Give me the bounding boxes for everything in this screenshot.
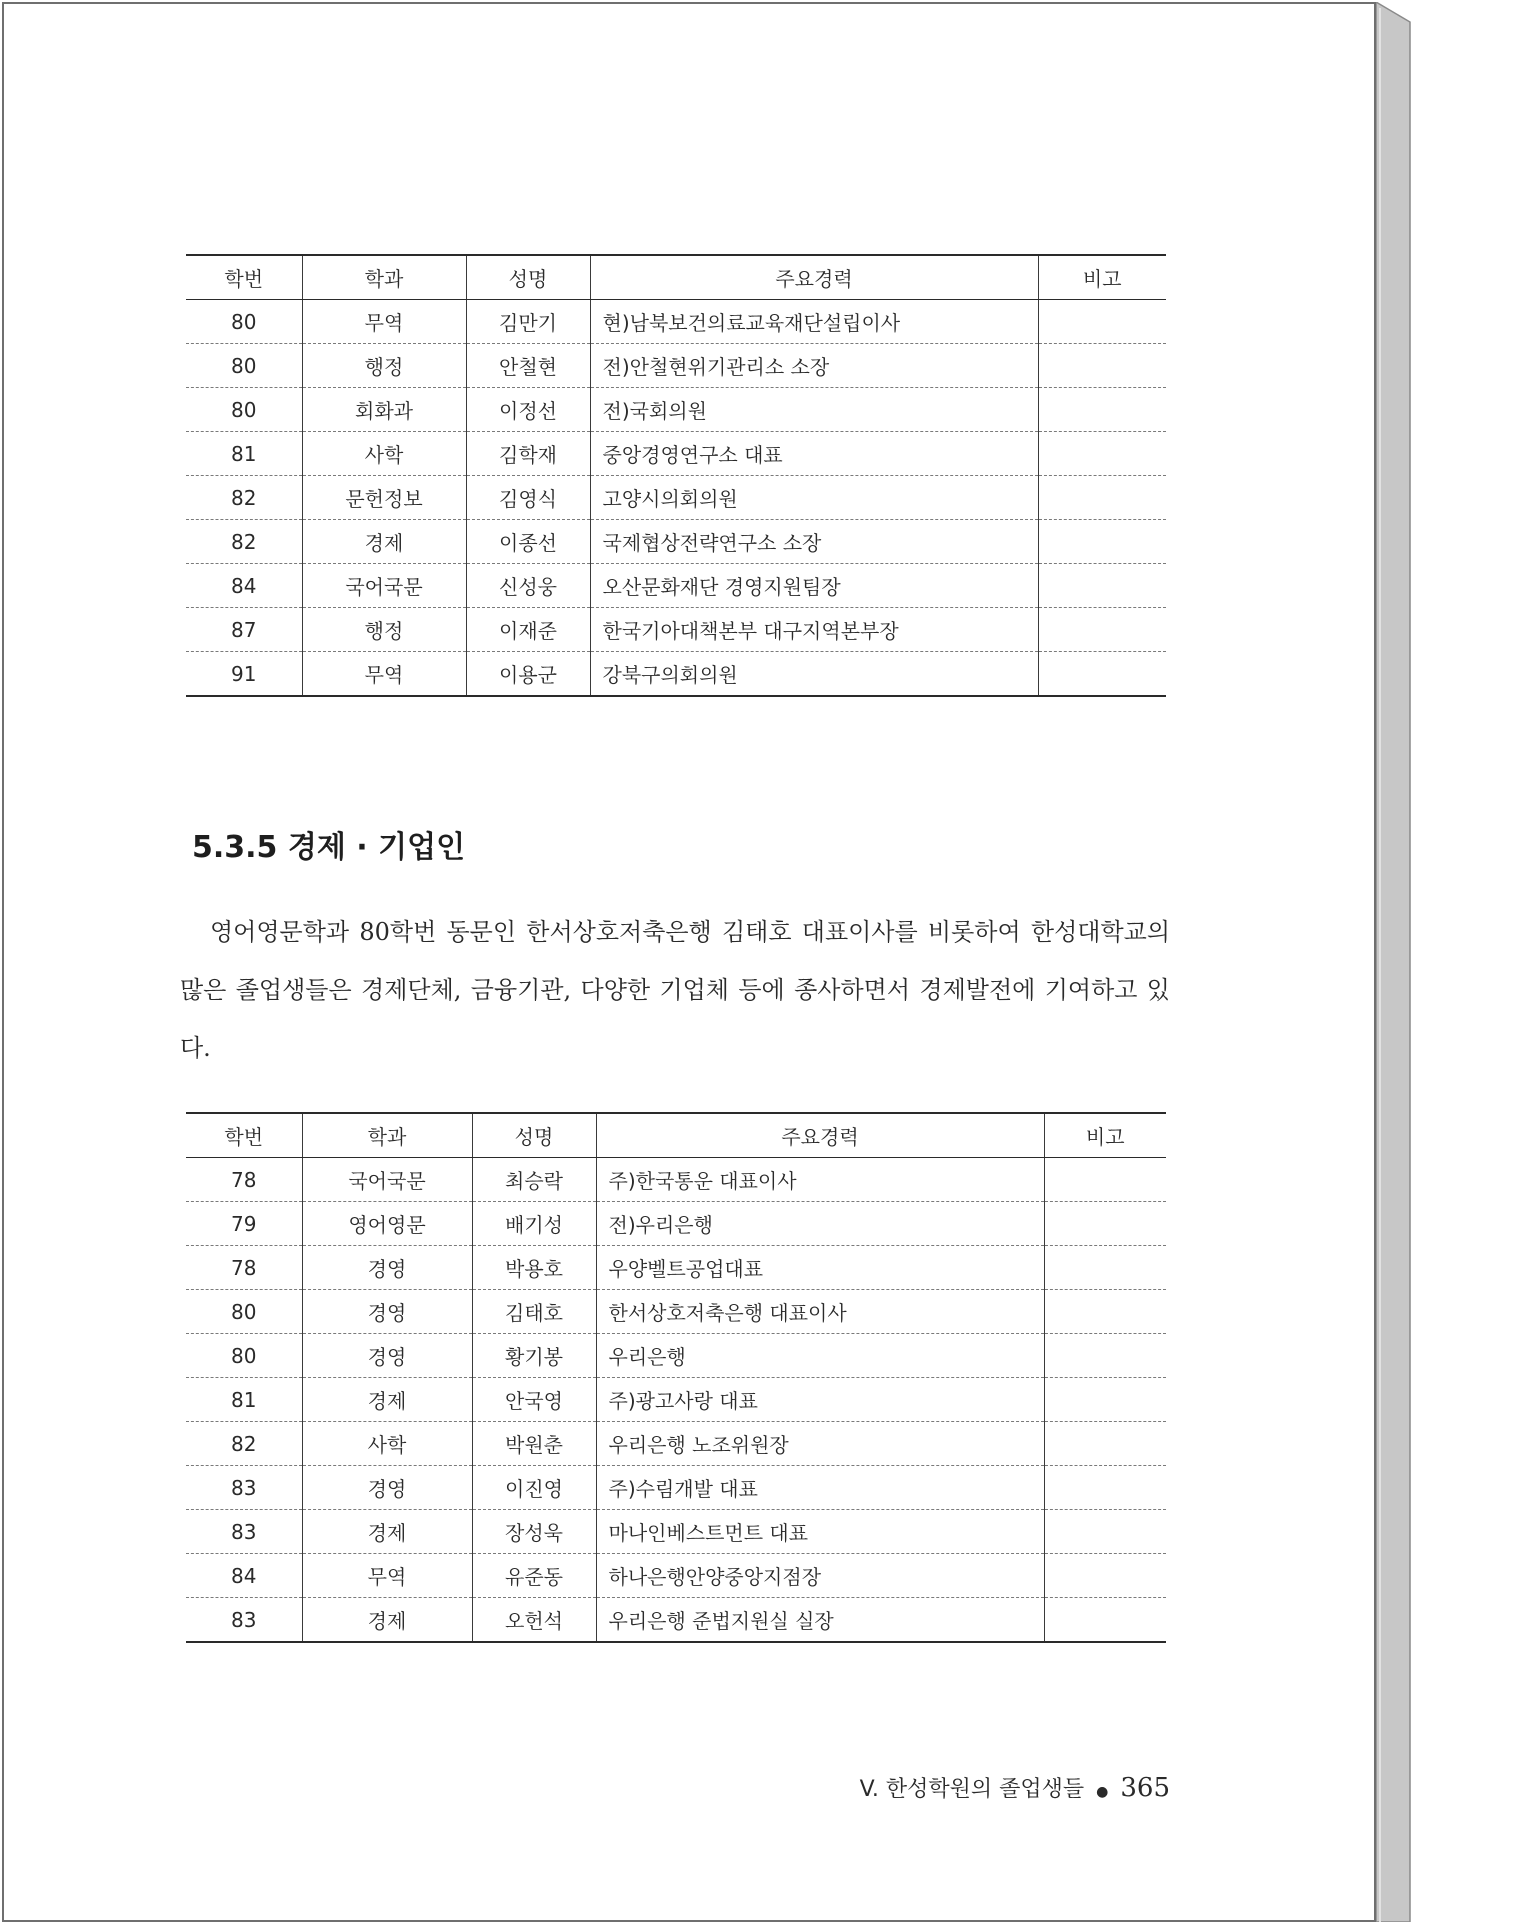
chapter-title: V. 한성학원의 졸업생들 [859,1777,1085,1802]
cell-dept: 사학 [302,432,466,476]
table-row [186,1158,1166,1202]
cell-name: 신성웅 [466,564,590,608]
business-alumni-table [186,1112,1166,1643]
table-header-row [186,1113,1166,1158]
table-row [186,1598,1166,1643]
cell-year: 80 [186,1334,302,1378]
cell-dept: 문헌정보 [302,476,466,520]
cell-year: 80 [186,1290,302,1334]
cell-career: 오산문화재단 경영지원팀장 [590,564,1038,608]
cell-dept: 경제 [302,1510,472,1554]
cell-note [1038,476,1166,520]
cell-year: 83 [186,1466,302,1510]
politics-alumni-table [186,254,1166,697]
cell-year: 84 [186,1554,302,1598]
cell-name: 오헌석 [472,1598,596,1643]
cell-name: 안국영 [472,1378,596,1422]
header-career: 주요경력 [596,1113,1044,1158]
cell-year: 82 [186,1422,302,1466]
table-row [186,1422,1166,1466]
header-note: 비고 [1038,255,1166,300]
cell-note [1044,1202,1166,1246]
cell-name: 김학재 [466,432,590,476]
header-career: 주요경력 [590,255,1038,300]
cell-career: 주)수림개발 대표 [596,1466,1044,1510]
cell-dept: 무역 [302,1554,472,1598]
cell-dept: 경영 [302,1246,472,1290]
cell-note [1038,652,1166,697]
cell-career: 전)우리은행 [596,1202,1044,1246]
cell-note [1038,608,1166,652]
table-row [186,1246,1166,1290]
cell-career: 고양시의회의원 [590,476,1038,520]
cell-name: 박용호 [472,1246,596,1290]
table-row [186,1554,1166,1598]
cell-name: 이진영 [472,1466,596,1510]
cell-year: 80 [186,300,302,344]
cell-career: 국제협상전략연구소 소장 [590,520,1038,564]
table-row [186,1202,1166,1246]
cell-name: 이종선 [466,520,590,564]
table-row [186,432,1166,476]
cell-dept: 회화과 [302,388,466,432]
table-row [186,608,1166,652]
cell-note [1044,1378,1166,1422]
cell-note [1038,520,1166,564]
cell-career: 현)남북보건의료교육재단설립이사 [590,300,1038,344]
cell-career: 전)국회의원 [590,388,1038,432]
table-row [186,1378,1166,1422]
cell-note [1038,300,1166,344]
cell-dept: 행정 [302,344,466,388]
table-row [186,1510,1166,1554]
cell-dept: 경제 [302,520,466,564]
cell-career: 우리은행 준법지원실 실장 [596,1598,1044,1643]
cell-dept: 영어영문 [302,1202,472,1246]
table-row [186,520,1166,564]
table-row [186,564,1166,608]
cell-name: 황기봉 [472,1334,596,1378]
cell-note [1044,1422,1166,1466]
cell-career: 한서상호저축은행 대표이사 [596,1290,1044,1334]
cell-name: 김영식 [466,476,590,520]
cell-name: 최승락 [472,1158,596,1202]
cell-career: 하나은행안양중앙지점장 [596,1554,1044,1598]
cell-year: 81 [186,1378,302,1422]
cell-note [1044,1334,1166,1378]
cell-note [1038,388,1166,432]
cell-dept: 경제 [302,1598,472,1643]
cell-year: 87 [186,608,302,652]
cell-name: 김태호 [472,1290,596,1334]
cell-note [1044,1554,1166,1598]
cell-dept: 경영 [302,1466,472,1510]
cell-career: 마나인베스트먼트 대표 [596,1510,1044,1554]
cell-dept: 경제 [302,1378,472,1422]
cell-note [1044,1510,1166,1554]
cell-note [1038,344,1166,388]
cell-note [1038,432,1166,476]
cell-dept: 행정 [302,608,466,652]
cell-year: 81 [186,432,302,476]
cell-career: 우양벨트공업대표 [596,1246,1044,1290]
section-heading: 5.3.5 경제 · 기업인 [192,830,466,865]
cell-name: 유준동 [472,1554,596,1598]
cell-dept: 국어국문 [302,1158,472,1202]
cell-name: 안철현 [466,344,590,388]
bullet-icon: ● [1096,1784,1109,1800]
cell-year: 84 [186,564,302,608]
cell-year: 80 [186,344,302,388]
cell-name: 이재준 [466,608,590,652]
cell-year: 80 [186,388,302,432]
header-note: 비고 [1044,1113,1166,1158]
cell-name: 이정선 [466,388,590,432]
table-body [186,300,1166,697]
cell-note [1044,1466,1166,1510]
cell-name: 장성욱 [472,1510,596,1554]
cell-career: 강북구의회의원 [590,652,1038,697]
cell-year: 82 [186,476,302,520]
header-dept: 학과 [302,1113,472,1158]
header-year: 학번 [186,255,302,300]
cell-name: 이용군 [466,652,590,697]
cell-dept: 무역 [302,300,466,344]
page-stack-edge [1376,2,1420,1922]
table-row [186,652,1166,697]
cell-year: 83 [186,1510,302,1554]
cell-name: 배기성 [472,1202,596,1246]
cell-name: 박원춘 [472,1422,596,1466]
cell-note [1044,1246,1166,1290]
cell-year: 78 [186,1246,302,1290]
section-paragraph: 영어영문학과 80학번 동문인 한서상호저축은행 김태호 대표이사를 비롯하여 한성대학교의 많은 졸업생들은 경제단체, 금융기관, 다양한 기업체 등에 종사하면서 경제발전에 기여하고 있다. [180,918,1170,1062]
cell-dept: 국어국문 [302,564,466,608]
cell-career: 중앙경영연구소 대표 [590,432,1038,476]
cell-year: 91 [186,652,302,697]
cell-note [1044,1598,1166,1643]
cell-year: 79 [186,1202,302,1246]
cell-note [1038,564,1166,608]
table-row [186,300,1166,344]
header-name: 성명 [466,255,590,300]
table-row [186,1466,1166,1510]
cell-name: 김만기 [466,300,590,344]
cell-dept: 경영 [302,1334,472,1378]
page-footer [860,1772,1170,1803]
header-name: 성명 [472,1113,596,1158]
table-row [186,344,1166,388]
table-body [186,1158,1166,1643]
cell-dept: 무역 [302,652,466,697]
table-row [186,476,1166,520]
table-row [186,388,1166,432]
header-dept: 학과 [302,255,466,300]
cell-year: 82 [186,520,302,564]
cell-career: 한국기아대책본부 대구지역본부장 [590,608,1038,652]
header-year: 학번 [186,1113,302,1158]
cell-year: 78 [186,1158,302,1202]
cell-career: 주)광고사랑 대표 [596,1378,1044,1422]
cell-note [1044,1290,1166,1334]
table-row [186,1290,1166,1334]
cell-dept: 사학 [302,1422,472,1466]
cell-note [1044,1158,1166,1202]
table-row [186,1334,1166,1378]
cell-career: 우리은행 노조위원장 [596,1422,1044,1466]
cell-career: 우리은행 [596,1334,1044,1378]
cell-career: 전)안철현위기관리소 소장 [590,344,1038,388]
table-header-row [186,255,1166,300]
cell-dept: 경영 [302,1290,472,1334]
cell-career: 주)한국통운 대표이사 [596,1158,1044,1202]
cell-year: 83 [186,1598,302,1643]
page-number: 365 [1120,1773,1170,1803]
